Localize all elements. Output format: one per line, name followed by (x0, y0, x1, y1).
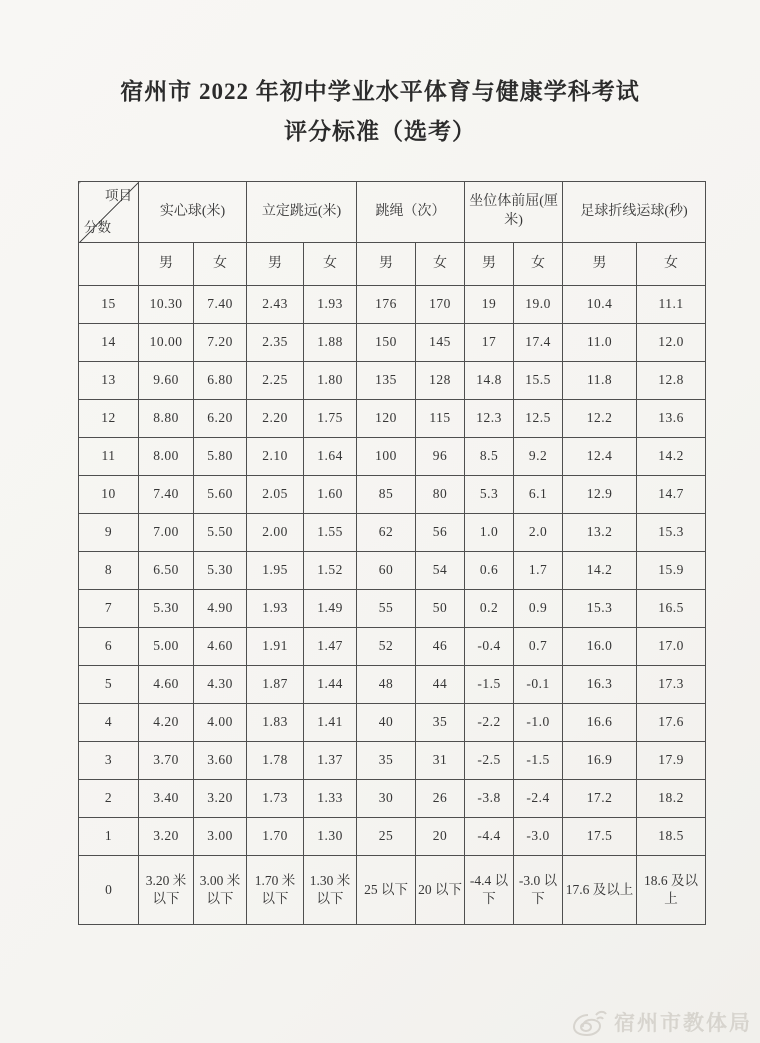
table-row (79, 438, 706, 476)
watermark-text: 宿州市教体局 (614, 1011, 752, 1035)
value-cell: 7.40 (139, 476, 194, 514)
value-cell: 1.93 (304, 286, 357, 324)
value-cell: 7.20 (194, 324, 247, 362)
value-cell: 3.70 (139, 742, 194, 780)
value-cell: 11.0 (563, 324, 637, 362)
value-cell: 17.2 (563, 780, 637, 818)
table-row (79, 856, 706, 925)
value-cell: 1.44 (304, 666, 357, 704)
value-cell: 2.0 (514, 514, 563, 552)
value-cell: -1.5 (514, 742, 563, 780)
value-cell: 1.83 (247, 704, 304, 742)
value-cell: 12.5 (514, 400, 563, 438)
value-cell: 5.30 (194, 552, 247, 590)
score-cell: 2 (79, 780, 139, 818)
value-cell: 19 (465, 286, 514, 324)
scoring-table-container (78, 181, 706, 925)
table-row (79, 286, 706, 324)
value-cell: 3.00 米以下 (194, 856, 247, 925)
value-cell: 12.4 (563, 438, 637, 476)
value-cell: 150 (357, 324, 416, 362)
score-cell: 4 (79, 704, 139, 742)
value-cell: 4.30 (194, 666, 247, 704)
value-cell: 14.8 (465, 362, 514, 400)
value-cell: 0.7 (514, 628, 563, 666)
value-cell: 25 (357, 818, 416, 856)
value-cell: 115 (416, 400, 465, 438)
value-cell: 135 (357, 362, 416, 400)
value-cell: 12.2 (563, 400, 637, 438)
value-cell: 1.52 (304, 552, 357, 590)
weibo-watermark (572, 1007, 752, 1037)
value-cell: 15.5 (514, 362, 563, 400)
value-cell: 3.00 (194, 818, 247, 856)
value-cell: 26 (416, 780, 465, 818)
table-row (79, 476, 706, 514)
value-cell: 2.20 (247, 400, 304, 438)
value-cell: 9.2 (514, 438, 563, 476)
value-cell: 50 (416, 590, 465, 628)
value-cell: 8.00 (139, 438, 194, 476)
value-cell: 12.9 (563, 476, 637, 514)
value-cell: 4.00 (194, 704, 247, 742)
value-cell: 5.30 (139, 590, 194, 628)
value-cell: 17.6 及以上 (563, 856, 637, 925)
value-cell: -2.4 (514, 780, 563, 818)
value-cell: 55 (357, 590, 416, 628)
value-cell: 7.00 (139, 514, 194, 552)
value-cell: -3.0 (514, 818, 563, 856)
gender-header: 男 (247, 243, 304, 286)
value-cell: 31 (416, 742, 465, 780)
value-cell: -4.4 (465, 818, 514, 856)
value-cell: 15.9 (637, 552, 706, 590)
score-cell: 11 (79, 438, 139, 476)
value-cell: 18.5 (637, 818, 706, 856)
value-cell: 1.49 (304, 590, 357, 628)
value-cell: 17.0 (637, 628, 706, 666)
value-cell: 15.3 (563, 590, 637, 628)
gender-header: 女 (304, 243, 357, 286)
value-cell: -3.8 (465, 780, 514, 818)
value-cell: 13.6 (637, 400, 706, 438)
corner-header-cell (79, 182, 139, 243)
value-cell: 11.1 (637, 286, 706, 324)
value-cell: 35 (416, 704, 465, 742)
value-cell: 18.2 (637, 780, 706, 818)
value-cell: 30 (357, 780, 416, 818)
value-cell: 145 (416, 324, 465, 362)
value-cell: 5.50 (194, 514, 247, 552)
table-row (79, 818, 706, 856)
value-cell: 3.20 (139, 818, 194, 856)
table-row (79, 628, 706, 666)
value-cell: 16.6 (563, 704, 637, 742)
value-cell: -1.5 (465, 666, 514, 704)
table-row (79, 552, 706, 590)
value-cell: 17.5 (563, 818, 637, 856)
value-cell: 6.50 (139, 552, 194, 590)
value-cell: 1.88 (304, 324, 357, 362)
header-gender-row (79, 243, 706, 286)
table-row (79, 362, 706, 400)
value-cell: 1.73 (247, 780, 304, 818)
value-cell: 3.20 米以下 (139, 856, 194, 925)
value-cell: 2.10 (247, 438, 304, 476)
gender-header: 男 (563, 243, 637, 286)
value-cell: 4.60 (139, 666, 194, 704)
value-cell: 14.2 (637, 438, 706, 476)
value-cell: 1.41 (304, 704, 357, 742)
score-cell: 10 (79, 476, 139, 514)
value-cell: 11.8 (563, 362, 637, 400)
value-cell: 1.47 (304, 628, 357, 666)
value-cell: 1.30 (304, 818, 357, 856)
value-cell: 128 (416, 362, 465, 400)
value-cell: -2.5 (465, 742, 514, 780)
score-cell: 8 (79, 552, 139, 590)
value-cell: 18.6 及以上 (637, 856, 706, 925)
value-cell: 170 (416, 286, 465, 324)
gender-header: 男 (465, 243, 514, 286)
score-cell: 1 (79, 818, 139, 856)
value-cell: 0.6 (465, 552, 514, 590)
value-cell: 4.60 (194, 628, 247, 666)
value-cell: 1.55 (304, 514, 357, 552)
score-cell: 6 (79, 628, 139, 666)
table-row (79, 514, 706, 552)
gender-header: 女 (637, 243, 706, 286)
value-cell: 1.95 (247, 552, 304, 590)
value-cell: 17.6 (637, 704, 706, 742)
value-cell: 6.1 (514, 476, 563, 514)
score-cell: 0 (79, 856, 139, 925)
value-cell: 52 (357, 628, 416, 666)
value-cell: 1.70 米以下 (247, 856, 304, 925)
value-cell: 2.35 (247, 324, 304, 362)
value-cell: 13.2 (563, 514, 637, 552)
value-cell: 3.60 (194, 742, 247, 780)
value-cell: 17.9 (637, 742, 706, 780)
header-group-row (79, 182, 706, 243)
gender-header: 女 (514, 243, 563, 286)
table-row (79, 780, 706, 818)
empty-header-cell (79, 243, 139, 286)
group-header-standing-jump: 立定跳远(米) (247, 182, 357, 243)
value-cell: 60 (357, 552, 416, 590)
value-cell: 0.9 (514, 590, 563, 628)
table-row (79, 742, 706, 780)
value-cell: 1.64 (304, 438, 357, 476)
value-cell: 16.9 (563, 742, 637, 780)
value-cell: 17 (465, 324, 514, 362)
value-cell: 12.8 (637, 362, 706, 400)
value-cell: 2.05 (247, 476, 304, 514)
value-cell: 8.80 (139, 400, 194, 438)
score-cell: 7 (79, 590, 139, 628)
value-cell: 100 (357, 438, 416, 476)
value-cell: 56 (416, 514, 465, 552)
score-cell: 9 (79, 514, 139, 552)
value-cell: 2.43 (247, 286, 304, 324)
value-cell: 5.80 (194, 438, 247, 476)
value-cell: 1.93 (247, 590, 304, 628)
corner-bottom-label: 分数 (84, 219, 111, 235)
value-cell: 20 以下 (416, 856, 465, 925)
value-cell: 16.5 (637, 590, 706, 628)
value-cell: 10.4 (563, 286, 637, 324)
value-cell: 5.3 (465, 476, 514, 514)
gender-header: 男 (357, 243, 416, 286)
value-cell: 14.2 (563, 552, 637, 590)
value-cell: 17.4 (514, 324, 563, 362)
table-row (79, 400, 706, 438)
value-cell: 1.7 (514, 552, 563, 590)
value-cell: 5.60 (194, 476, 247, 514)
value-cell: 9.60 (139, 362, 194, 400)
value-cell: 16.3 (563, 666, 637, 704)
value-cell: -1.0 (514, 704, 563, 742)
value-cell: 1.37 (304, 742, 357, 780)
value-cell: 1.75 (304, 400, 357, 438)
value-cell: 176 (357, 286, 416, 324)
value-cell: 15.3 (637, 514, 706, 552)
score-cell: 12 (79, 400, 139, 438)
value-cell: -0.1 (514, 666, 563, 704)
value-cell: 44 (416, 666, 465, 704)
gender-header: 女 (416, 243, 465, 286)
value-cell: 1.70 (247, 818, 304, 856)
value-cell: 2.25 (247, 362, 304, 400)
table-row (79, 324, 706, 362)
scoring-table (78, 181, 706, 925)
value-cell: -3.0 以下 (514, 856, 563, 925)
gender-header: 女 (194, 243, 247, 286)
value-cell: 17.3 (637, 666, 706, 704)
value-cell: 20 (416, 818, 465, 856)
value-cell: 62 (357, 514, 416, 552)
value-cell: 1.87 (247, 666, 304, 704)
gender-header: 男 (139, 243, 194, 286)
score-cell: 14 (79, 324, 139, 362)
value-cell: 80 (416, 476, 465, 514)
group-header-solid-ball: 实心球(米) (139, 182, 247, 243)
value-cell: 16.0 (563, 628, 637, 666)
score-cell: 13 (79, 362, 139, 400)
group-header-rope-skipping: 跳绳（次） (357, 182, 465, 243)
value-cell: 3.20 (194, 780, 247, 818)
value-cell: 35 (357, 742, 416, 780)
table-row (79, 590, 706, 628)
group-header-sit-and-reach: 坐位体前屈(厘米) (465, 182, 563, 243)
value-cell: 10.00 (139, 324, 194, 362)
value-cell: 0.2 (465, 590, 514, 628)
value-cell: 8.5 (465, 438, 514, 476)
value-cell: 120 (357, 400, 416, 438)
score-cell: 15 (79, 286, 139, 324)
value-cell: 3.40 (139, 780, 194, 818)
group-header-football-dribble: 足球折线运球(秒) (563, 182, 706, 243)
value-cell: 25 以下 (357, 856, 416, 925)
value-cell: 1.30 米以下 (304, 856, 357, 925)
score-cell: 3 (79, 742, 139, 780)
value-cell: 1.91 (247, 628, 304, 666)
page-title (0, 72, 760, 152)
value-cell: 1.0 (465, 514, 514, 552)
value-cell: 6.20 (194, 400, 247, 438)
value-cell: 14.7 (637, 476, 706, 514)
value-cell: 2.00 (247, 514, 304, 552)
corner-top-label: 项目 (105, 188, 132, 203)
value-cell: 85 (357, 476, 416, 514)
value-cell: 4.20 (139, 704, 194, 742)
value-cell: 54 (416, 552, 465, 590)
weibo-logo-icon (572, 1007, 608, 1037)
value-cell: 12.3 (465, 400, 514, 438)
value-cell: 40 (357, 704, 416, 742)
value-cell: -2.2 (465, 704, 514, 742)
value-cell: 48 (357, 666, 416, 704)
table-row (79, 666, 706, 704)
title-line-1: 宿州市 2022 年初中学业水平体育与健康学科考试 (120, 79, 640, 104)
value-cell: 1.80 (304, 362, 357, 400)
score-cell: 5 (79, 666, 139, 704)
value-cell: 46 (416, 628, 465, 666)
value-cell: 1.33 (304, 780, 357, 818)
value-cell: -0.4 (465, 628, 514, 666)
value-cell: 1.60 (304, 476, 357, 514)
table-body (79, 286, 706, 925)
value-cell: 5.00 (139, 628, 194, 666)
value-cell: 10.30 (139, 286, 194, 324)
value-cell: -4.4 以下 (465, 856, 514, 925)
value-cell: 4.90 (194, 590, 247, 628)
table-row (79, 704, 706, 742)
value-cell: 96 (416, 438, 465, 476)
value-cell: 19.0 (514, 286, 563, 324)
value-cell: 6.80 (194, 362, 247, 400)
value-cell: 1.78 (247, 742, 304, 780)
value-cell: 12.0 (637, 324, 706, 362)
title-line-2: 评分标准（选考） (284, 119, 476, 144)
value-cell: 7.40 (194, 286, 247, 324)
